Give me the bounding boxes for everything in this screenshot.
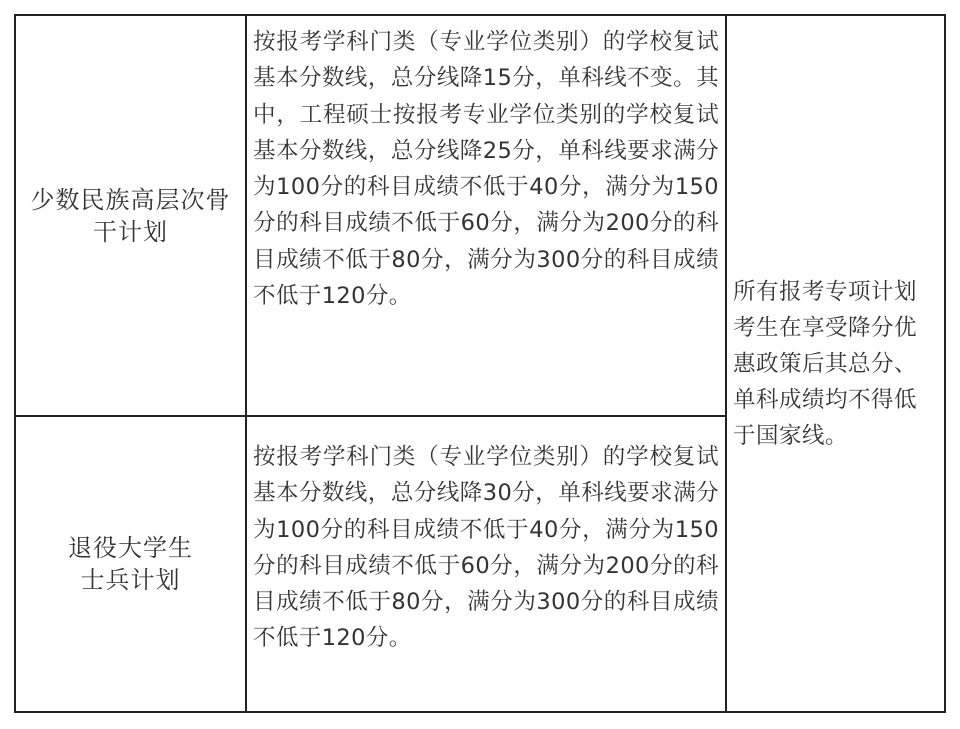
plan-name-cell-2 bbox=[16, 417, 245, 711]
note-text: 所有报考专项计划考生在享受降分优惠政策后其总分、单科成绩均不得低于国家线。 bbox=[733, 278, 918, 449]
rule-cell-2 bbox=[247, 417, 725, 711]
note-cell bbox=[727, 16, 944, 711]
rule-text-veteran: 按报考学科门类（专业学位类别）的学校复试基本分数线，总分线降30分，单科线要求满分为100分的科目成绩不低于40分，满分为150分的科目成绩不低于60分，满分为200分的科目成绩不低于80分，满分为300分的科目成绩不低于120分。 bbox=[253, 444, 719, 652]
plan-name-minority: 少数民族高层次骨干计划 bbox=[30, 185, 231, 246]
score-policy-table bbox=[14, 14, 946, 713]
plan-name-cell-1 bbox=[16, 16, 245, 415]
rule-cell-1 bbox=[247, 16, 725, 415]
plan-name-veteran: 退役大学生士兵计划 bbox=[68, 534, 193, 594]
rule-text-minority: 按报考学科门类（专业学位类别）的学校复试基本分数线，总分线降15分，单科线不变。其中，工程硕士按报考专业学位类别的学校复试基本分数线，总分线降25分，单科线要求满分为100分的科目成绩不低于40分，满分为150分的科目成绩不低于60分，满分为200分的科目成绩不低于80分，满分为300分的科目成绩不低于120分。 bbox=[253, 29, 719, 310]
